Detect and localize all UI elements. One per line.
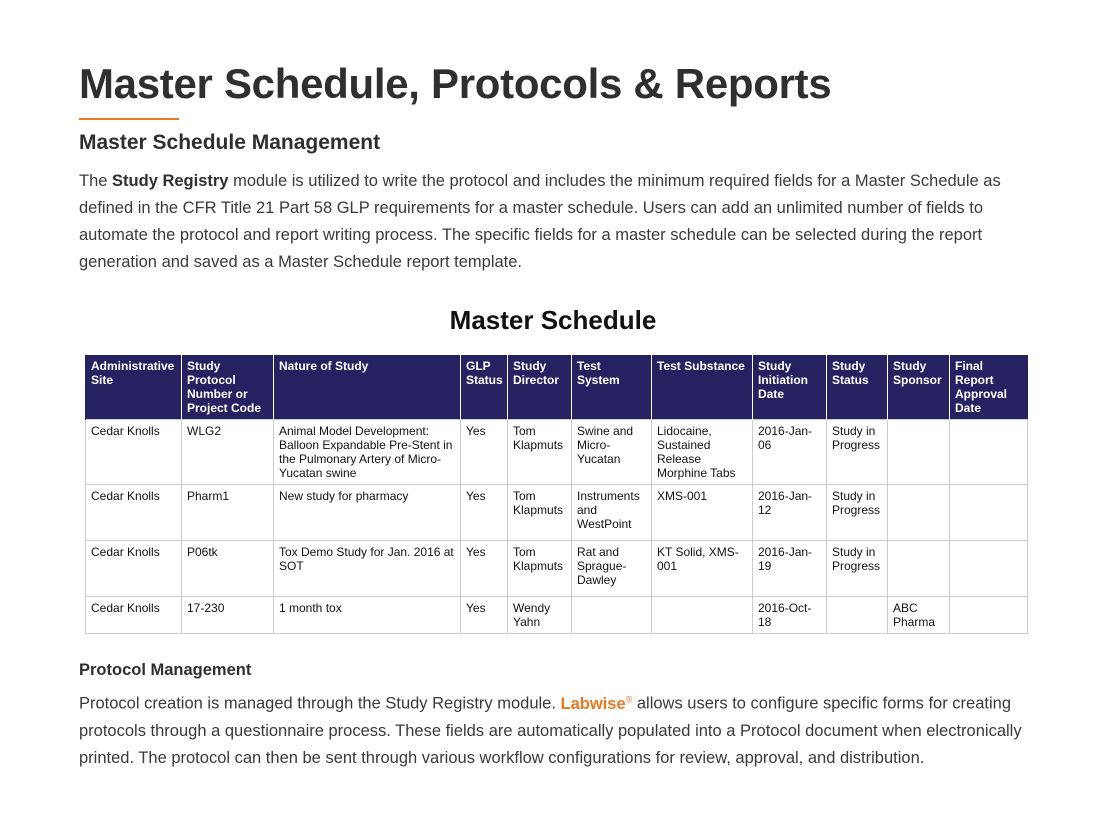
brand-name: Labwise	[560, 694, 626, 713]
table-cell	[888, 485, 950, 541]
protocol-section-title: Protocol Management	[79, 661, 252, 679]
page-title: Master Schedule, Protocols & Reports	[79, 60, 832, 107]
table-cell: Cedar Knolls	[86, 597, 182, 634]
table-cell: Pharm1	[182, 485, 274, 541]
header-initiation-date: Study Initiation Date	[753, 355, 827, 420]
table-header-row	[86, 355, 1028, 420]
table-cell: WLG2	[182, 420, 274, 485]
header-study-status: Study Status	[827, 355, 888, 420]
intro-prefix: The	[79, 172, 113, 190]
labwise-brand-link[interactable]	[561, 695, 633, 713]
header-nature-of-study: Nature of Study	[274, 355, 461, 420]
header-test-substance: Test Substance	[652, 355, 753, 420]
table-cell: Wendy Yahn	[508, 597, 572, 634]
table-cell	[652, 597, 753, 634]
table-cell	[827, 597, 888, 634]
table-cell: Swine and Micro-Yucatan	[572, 420, 652, 485]
table-cell: Animal Model Development: Balloon Expandable Pre-Stent in the Pulmonary Artery of Micro-Yucatan swine	[274, 420, 461, 485]
table-cell: Cedar Knolls	[86, 485, 182, 541]
header-administrative-site: Administrative Site	[86, 355, 182, 420]
table-cell: Study in Progress	[827, 541, 888, 597]
header-test-system: Test System	[572, 355, 652, 420]
header-final-report-date: Final Report Approval Date	[950, 355, 1028, 420]
table-cell: P06tk	[182, 541, 274, 597]
table-cell: Yes	[461, 420, 508, 485]
table-cell	[950, 541, 1028, 597]
header-study-director: Study Director	[508, 355, 572, 420]
table-cell: KT Solid, XMS-001	[652, 541, 753, 597]
table-cell: Tom Klapmuts	[508, 541, 572, 597]
table-cell: Yes	[461, 485, 508, 541]
table-cell: Yes	[461, 541, 508, 597]
table-title: Master Schedule	[449, 305, 657, 335]
table-cell: XMS-001	[652, 485, 753, 541]
table-cell: 2016-Oct-18	[753, 597, 827, 634]
table-cell: Tox Demo Study for Jan. 2016 at SOT	[274, 541, 461, 597]
table-cell: 2016-Jan-19	[753, 541, 827, 597]
intro-text: module is utilized to write the protocol and includes the minimum required fields for a Master Schedule as defined in the CFR Title 21 Part 58 GLP requirements for a master schedule. Users can add an unlimited number of fields to automate the protocol and report writing process. The specific fields for a master schedule can be selected during the report generation and saved as a Master Schedule report template.	[79, 172, 1001, 271]
header-study-sponsor: Study Sponsor	[888, 355, 950, 420]
table-cell: Study in Progress	[827, 420, 888, 485]
title-underline	[79, 118, 179, 120]
table-cell: Tom Klapmuts	[508, 420, 572, 485]
protocol-paragraph	[79, 686, 1039, 772]
table-cell	[572, 597, 652, 634]
table-row	[86, 541, 1028, 597]
study-registry-term: Study Registry	[112, 172, 229, 190]
table-cell: Cedar Knolls	[86, 420, 182, 485]
table-cell: 17-230	[182, 597, 274, 634]
table-cell	[888, 541, 950, 597]
table-cell: New study for pharmacy	[274, 485, 461, 541]
header-glp-status: GLP Status	[461, 355, 508, 420]
table-cell: Study in Progress	[827, 485, 888, 541]
table-cell	[950, 485, 1028, 541]
master-schedule-table	[85, 355, 1028, 634]
section-title: Master Schedule Management	[79, 131, 381, 154]
table-row	[86, 597, 1028, 634]
table-cell: Lidocaine, Sustained Release Morphine Tabs	[652, 420, 753, 485]
table-cell: Instruments and WestPoint	[572, 485, 652, 541]
table-row	[86, 485, 1028, 541]
header-protocol-number: Study Protocol Number or Project Code	[182, 355, 274, 420]
table-cell	[950, 420, 1028, 485]
table-cell: Cedar Knolls	[86, 541, 182, 597]
intro-paragraph	[79, 168, 1037, 276]
table-cell	[950, 597, 1028, 634]
protocol-text-intro: Protocol creation is managed through the Study Registry module.	[79, 694, 561, 713]
table-cell: ABC Pharma	[888, 597, 950, 634]
table-cell: Tom Klapmuts	[508, 485, 572, 541]
table-cell: 2016-Jan-06	[753, 420, 827, 485]
table-cell: Yes	[461, 597, 508, 634]
registered-mark: ®	[625, 694, 633, 704]
table-cell: 2016-Jan-12	[753, 485, 827, 541]
protocol-text-rest: allows users to configure specific forms for creating protocols through a questionnaire process. These fields are automatically populated into a Protocol document when electronically printed. The protocol can then be sent through various workflow configurations for review, approval, and distribution.	[79, 694, 1022, 767]
table-cell: 1 month tox	[274, 597, 461, 634]
table-row	[86, 420, 1028, 485]
table-cell: Rat and Sprague-Dawley	[572, 541, 652, 597]
table-cell	[888, 420, 950, 485]
